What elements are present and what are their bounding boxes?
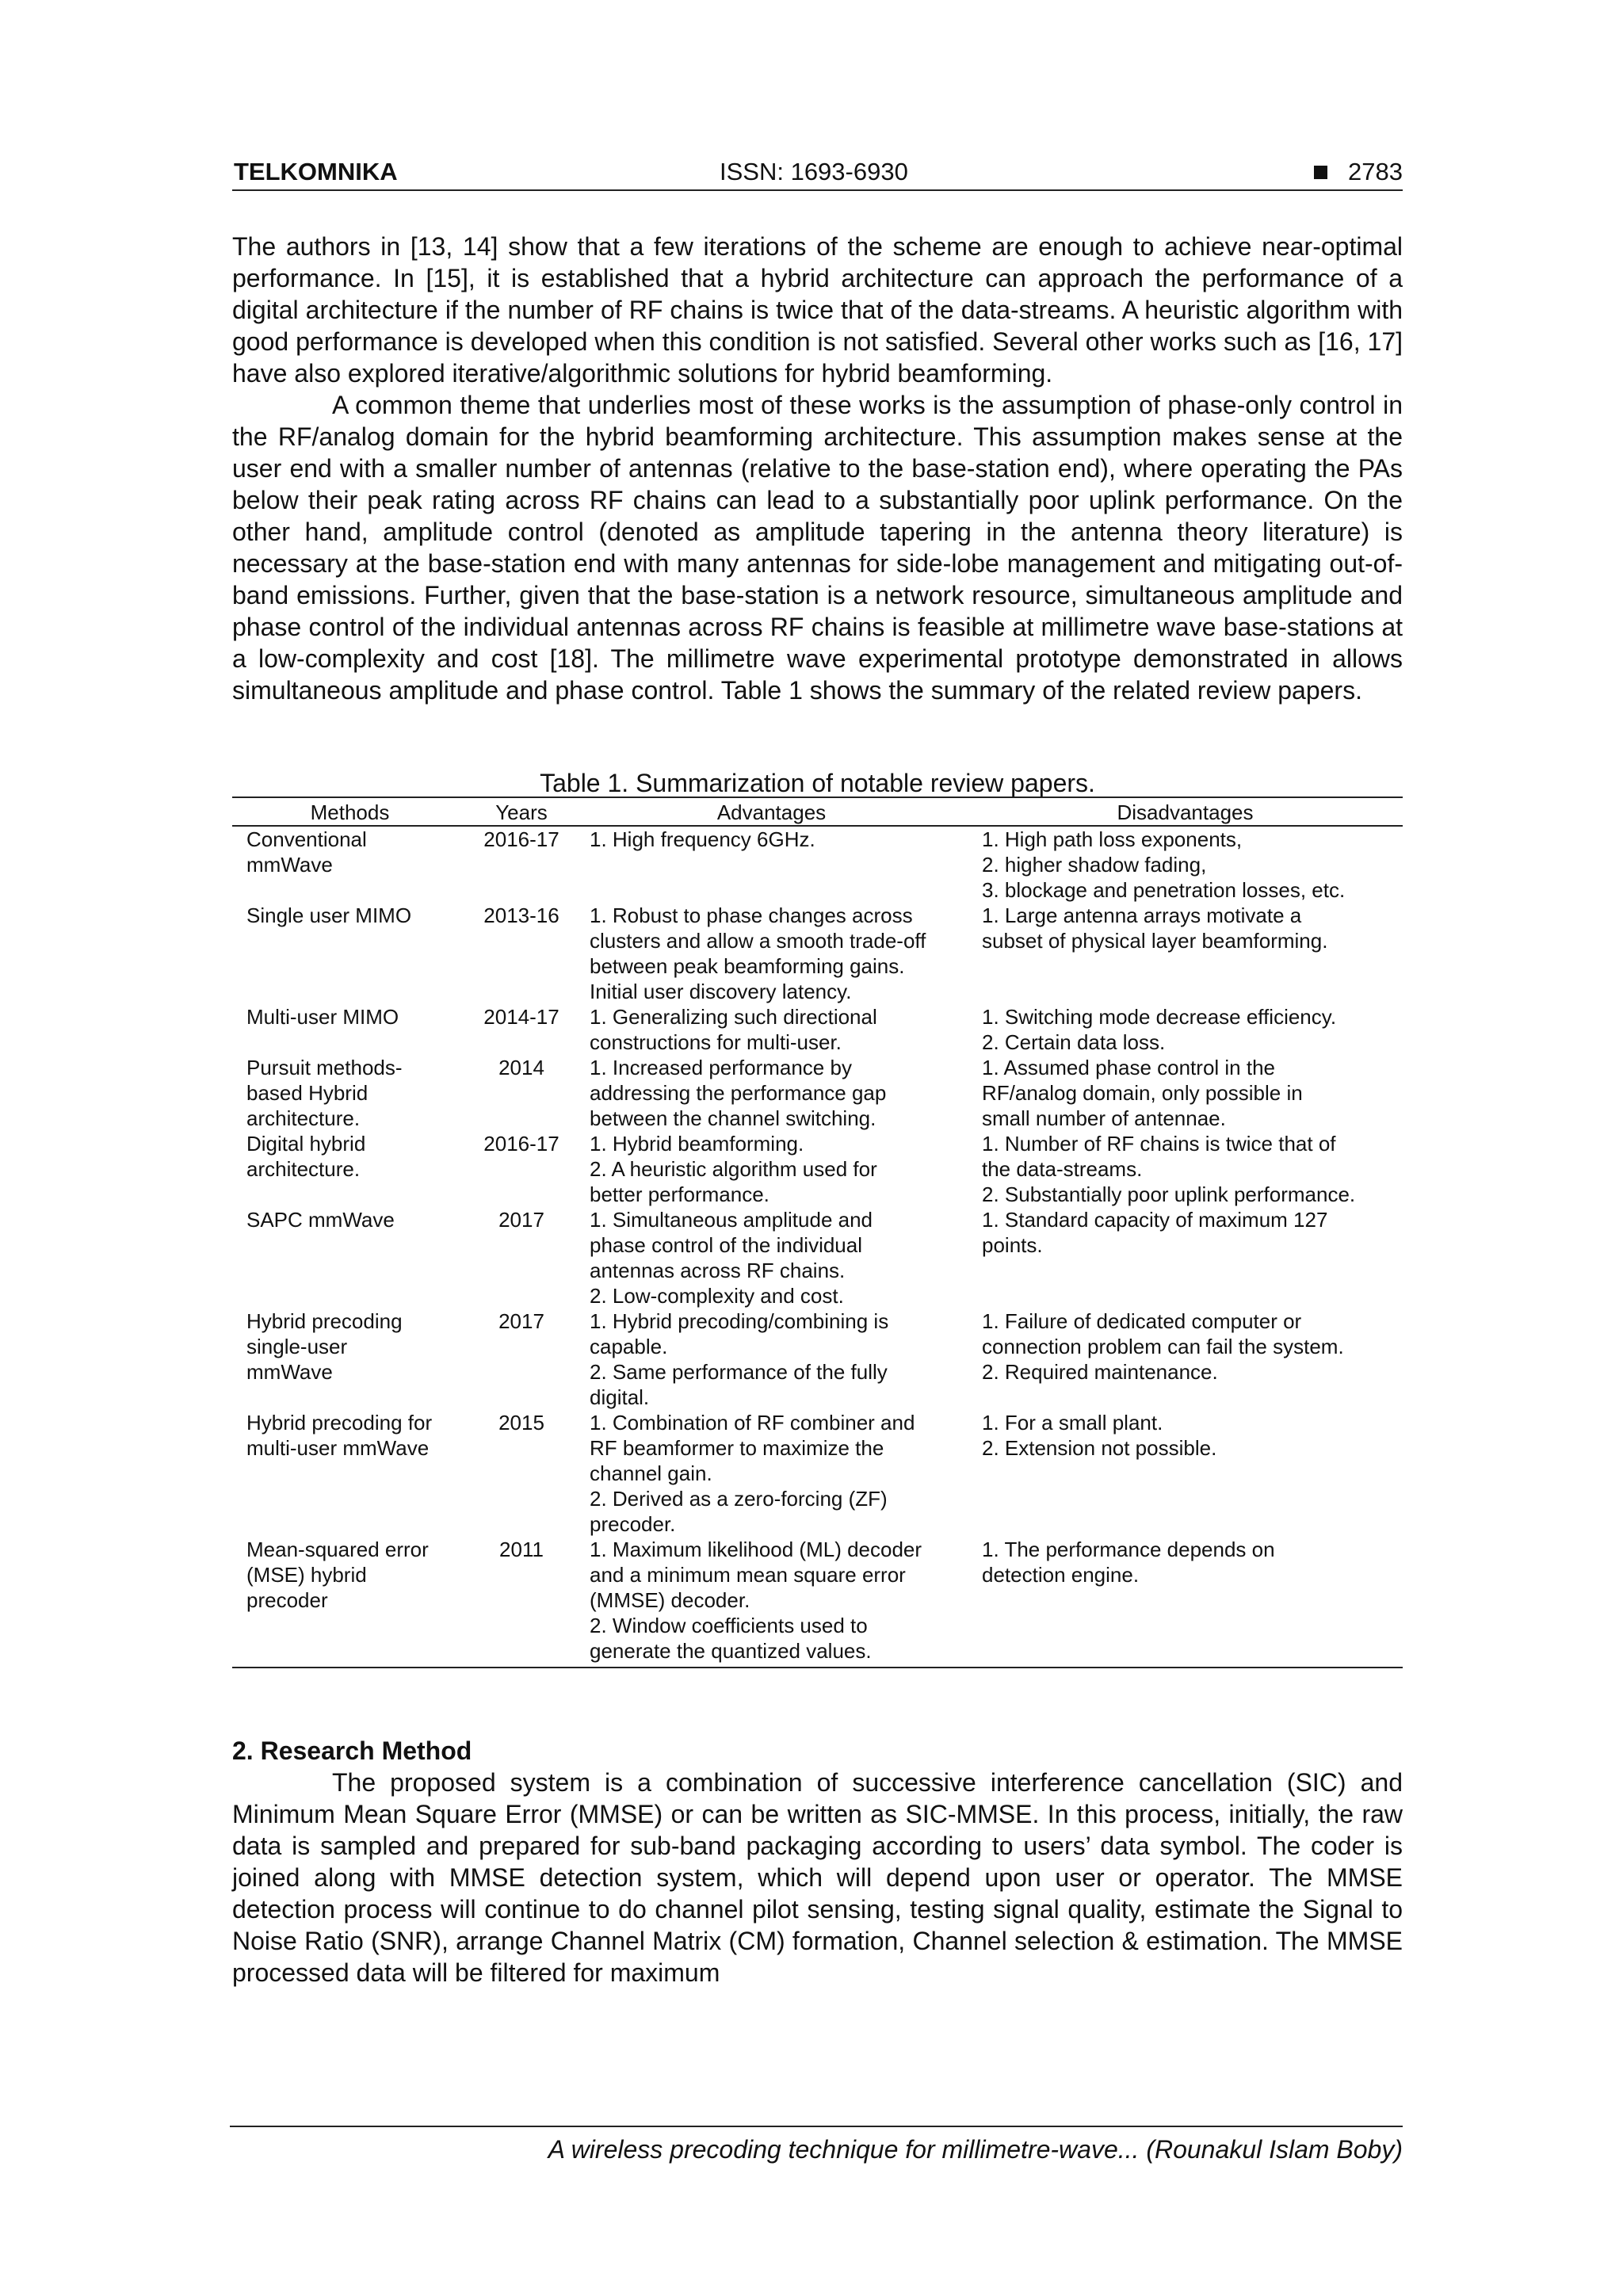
advantages-cell <box>575 826 968 903</box>
cell-line: multi-user mmWave <box>246 1436 430 1460</box>
cell-line: subset of physical layer beamforming. <box>982 929 1328 953</box>
cell-line: 2. Same performance of the fully <box>590 1360 888 1384</box>
cell-line: 3. blockage and penetration losses, etc. <box>982 878 1346 902</box>
header-advantages: Advantages <box>575 797 968 826</box>
cell-line: phase control of the individual <box>590 1233 863 1257</box>
cell-line: 1. Standard capacity of maximum 127 <box>982 1208 1328 1232</box>
square-bullet-icon <box>1314 166 1327 179</box>
cell-line: 1. Large antenna arrays motivate a <box>982 904 1302 927</box>
cell-line: Digital hybrid <box>246 1132 366 1156</box>
header-years: Years <box>468 797 575 826</box>
cell-line: constructions for multi-user. <box>590 1030 842 1054</box>
cell-line: 2. Low-complexity and cost. <box>590 1284 844 1308</box>
cell-line: precoder. <box>590 1512 676 1536</box>
intro-paragraph-1: The authors in [13, 14] show that a few iterations of the scheme are enough to achieve near-optimal performance. In [15], it is established that a hybrid architecture can approach the performance of a digital architecture if the number of RF chains is twice that of the data-streams. A heuristic algorithm with good performance is developed when this condition is not satisfied. Several other works such as [16, 17] have also explored iterative/algorithmic solutions for hybrid beamforming. <box>232 232 1403 388</box>
cell-line: clusters and allow a smooth trade-off <box>590 929 926 953</box>
advantages-cell <box>575 1131 968 1207</box>
cell-line: single-user <box>246 1335 348 1358</box>
method-cell <box>232 1410 468 1537</box>
table-row <box>232 826 1403 903</box>
cell-line: 1. Switching mode decrease efficiency. <box>982 1005 1337 1029</box>
years-cell: 2011 <box>468 1537 575 1668</box>
cell-line: Hybrid precoding <box>246 1309 403 1333</box>
method-cell <box>232 903 468 1004</box>
disadvantages-cell <box>968 1308 1403 1410</box>
section-paragraph: The proposed system is a combination of successive interference cancellation (SIC) and Minimum Mean Square Error (MMSE) or can be written as SIC-MMSE. In this process, initially, the raw data is sampled and prepared for sub-band packaging according to users’ data symbol. The coder is joined along with MMSE detection system, which will depend upon user or operator. The MMSE detection process will continue to do channel pilot sensing, testing signal quality, estimate the Signal to Noise Ratio (SNR), arrange Channel Matrix (CM) formation, Channel selection & estimation. The MMSE processed data will be filtered for maximum <box>232 1768 1403 1987</box>
cell-line: (MMSE) decoder. <box>590 1588 750 1612</box>
cell-line: (MSE) hybrid <box>246 1563 367 1587</box>
cell-line: Initial user discovery latency. <box>590 980 852 1003</box>
cell-line: generate the quantized values. <box>590 1639 872 1663</box>
cell-line: precoder <box>246 1588 328 1612</box>
cell-line: Pursuit methods- <box>246 1056 403 1079</box>
years-cell: 2013-16 <box>483 904 559 927</box>
page-footer <box>230 2126 1403 2168</box>
cell-line: 2. A heuristic algorithm used for <box>590 1157 877 1181</box>
advantages-cell <box>575 1207 968 1308</box>
years-cell: 2014-17 <box>483 1005 559 1029</box>
method-cell <box>232 1207 468 1308</box>
years-cell: 2015 <box>498 1411 544 1435</box>
cell-line: channel gain. <box>590 1461 712 1485</box>
cell-line: digital. <box>590 1385 650 1409</box>
cell-line: capable. <box>590 1335 668 1358</box>
cell-line: 2. higher shadow fading, <box>982 853 1207 877</box>
header-disadvantages: Disadvantages <box>968 797 1403 826</box>
years-cell: 2017 <box>498 1309 544 1333</box>
table-row <box>232 1055 1403 1131</box>
cell-line: based Hybrid <box>246 1081 369 1105</box>
method-cell <box>232 1004 468 1055</box>
table-caption: Table 1. Summarization of notable review papers. <box>540 769 1095 797</box>
cell-line: 2. Substantially poor uplink performance. <box>982 1182 1356 1206</box>
table-row <box>232 903 1403 1004</box>
cell-line: Mean-squared error <box>246 1538 429 1561</box>
cell-line: 1. Generalizing such directional <box>590 1005 877 1029</box>
cell-line: 1. The performance depends on <box>982 1538 1275 1561</box>
method-cell <box>232 1055 468 1131</box>
cell-line: connection problem can fail the system. <box>982 1335 1344 1358</box>
page <box>232 155 1403 1988</box>
cell-line: 1. For a small plant. <box>982 1411 1163 1435</box>
journal-name: TELKOMNIKA <box>234 158 398 185</box>
cell-line: 1. High path loss exponents, <box>982 827 1243 851</box>
cell-line: between the channel switching. <box>590 1106 876 1130</box>
years-cell: 2014 <box>498 1056 544 1079</box>
table-row <box>232 1537 1403 1668</box>
cell-line: the data-streams. <box>982 1157 1143 1181</box>
cell-line: 1. Assumed phase control in the <box>982 1056 1276 1079</box>
section-title: 2. Research Method <box>232 1736 472 1765</box>
disadvantages-cell <box>968 1410 1403 1537</box>
cell-line: 2. Extension not possible. <box>982 1436 1217 1460</box>
page-header <box>232 155 1403 191</box>
advantages-cell <box>575 1537 968 1668</box>
disadvantages-cell <box>968 1537 1403 1668</box>
cell-line: 2. Derived as a zero-forcing (ZF) <box>590 1487 888 1511</box>
cell-line: Hybrid precoding for <box>246 1411 433 1435</box>
cell-line: Conventional <box>246 827 367 851</box>
cell-line: Multi-user MIMO <box>246 1005 399 1029</box>
method-cell <box>232 1308 468 1410</box>
cell-line: 1. Number of RF chains is twice that of <box>982 1132 1336 1156</box>
cell-line: 1. Combination of RF combiner and <box>590 1411 915 1435</box>
table-row <box>232 1131 1403 1207</box>
cell-line: 1. Simultaneous amplitude and <box>590 1208 873 1232</box>
cell-line: antennas across RF chains. <box>590 1259 846 1282</box>
cell-line: 2. Window coefficients used to <box>590 1614 868 1637</box>
cell-line: 1. Hybrid precoding/combining is <box>590 1309 889 1333</box>
cell-line: mmWave <box>246 1360 333 1384</box>
method-cell <box>232 1537 468 1668</box>
years-cell: 2017 <box>498 1208 544 1232</box>
cell-line: 1. Hybrid beamforming. <box>590 1132 804 1156</box>
cell-line: 1. Failure of dedicated computer or <box>982 1309 1302 1333</box>
cell-line: 1. Robust to phase changes across <box>590 904 913 927</box>
advantages-cell <box>575 1308 968 1410</box>
cell-line: 2. Required maintenance. <box>982 1360 1218 1384</box>
cell-line: 1. High frequency 6GHz. <box>590 827 815 851</box>
cell-line: 2. Certain data loss. <box>982 1030 1166 1054</box>
cell-line: 1. Increased performance by <box>590 1056 852 1079</box>
cell-line: points. <box>982 1233 1043 1257</box>
cell-line: small number of antennae. <box>982 1106 1226 1130</box>
cell-line: architecture. <box>246 1157 361 1181</box>
advantages-cell <box>575 903 968 1004</box>
cell-line: better performance. <box>590 1182 769 1206</box>
method-cell <box>232 1131 468 1207</box>
cell-line: SAPC mmWave <box>246 1208 395 1232</box>
table-row <box>232 1308 1403 1410</box>
cell-line: and a minimum mean square error <box>590 1563 906 1587</box>
disadvantages-cell <box>968 1131 1403 1207</box>
cell-line: RF/analog domain, only possible in <box>982 1081 1303 1105</box>
advantages-cell <box>575 1055 968 1131</box>
cell-line: between peak beamforming gains. <box>590 954 905 978</box>
advantages-cell <box>575 1410 968 1537</box>
issn: ISSN: 1693-6930 <box>720 158 908 185</box>
years-cell: 2016-17 <box>483 827 559 851</box>
cell-line: detection engine. <box>982 1563 1140 1587</box>
page-number: 2783 <box>1348 158 1403 185</box>
years-cell: 2016-17 <box>483 1132 559 1156</box>
page-number-block <box>1314 155 1403 189</box>
advantages-cell <box>575 1004 968 1055</box>
method-cell <box>232 826 468 903</box>
intro-paragraph-2: A common theme that underlies most of these works is the assumption of phase-only control in the RF/analog domain for the hybrid beamforming architecture. This assumption makes sense at the user end with a smaller number of antennas (relative to the base-station end), where operating the PAs below their peak rating across RF chains can lead to a substantially poor uplink performance. On the other hand, amplitude control (denoted as amplitude tapering in the antenna theory literature) is necessary at the base-station end with many antennas for side-lobe management and mitigating out-of-band emissions. Further, given that the base-station is a network resource, simultaneous amplitude and phase control of the individual antennas across RF chains is feasible at millimetre wave base-stations at a low-complexity and cost [18]. The millimetre wave experimental prototype demonstrated in allows simultaneous amplitude and phase control. Table 1 shows the summary of the related review papers. <box>232 391 1403 705</box>
table-header-row <box>232 797 1403 826</box>
disadvantages-cell <box>968 1004 1403 1055</box>
table-row <box>232 1410 1403 1537</box>
disadvantages-cell <box>968 826 1403 903</box>
cell-line: mmWave <box>246 853 333 877</box>
disadvantages-cell <box>968 1055 1403 1131</box>
table-row <box>232 1004 1403 1055</box>
table-body <box>232 826 1403 1668</box>
cell-line: 1. Maximum likelihood (ML) decoder <box>590 1538 922 1561</box>
header-methods: Methods <box>232 797 468 826</box>
disadvantages-cell <box>968 903 1403 1004</box>
cell-line: Single user MIMO <box>246 904 412 927</box>
running-title: A wireless precoding technique for millimetre-wave... (Rounakul Islam Boby) <box>548 2135 1403 2164</box>
cell-line: RF beamformer to maximize the <box>590 1436 884 1460</box>
cell-line: architecture. <box>246 1106 361 1130</box>
disadvantages-cell <box>968 1207 1403 1308</box>
table-row <box>232 1207 1403 1308</box>
cell-line: addressing the performance gap <box>590 1081 887 1105</box>
review-table <box>232 797 1403 1668</box>
